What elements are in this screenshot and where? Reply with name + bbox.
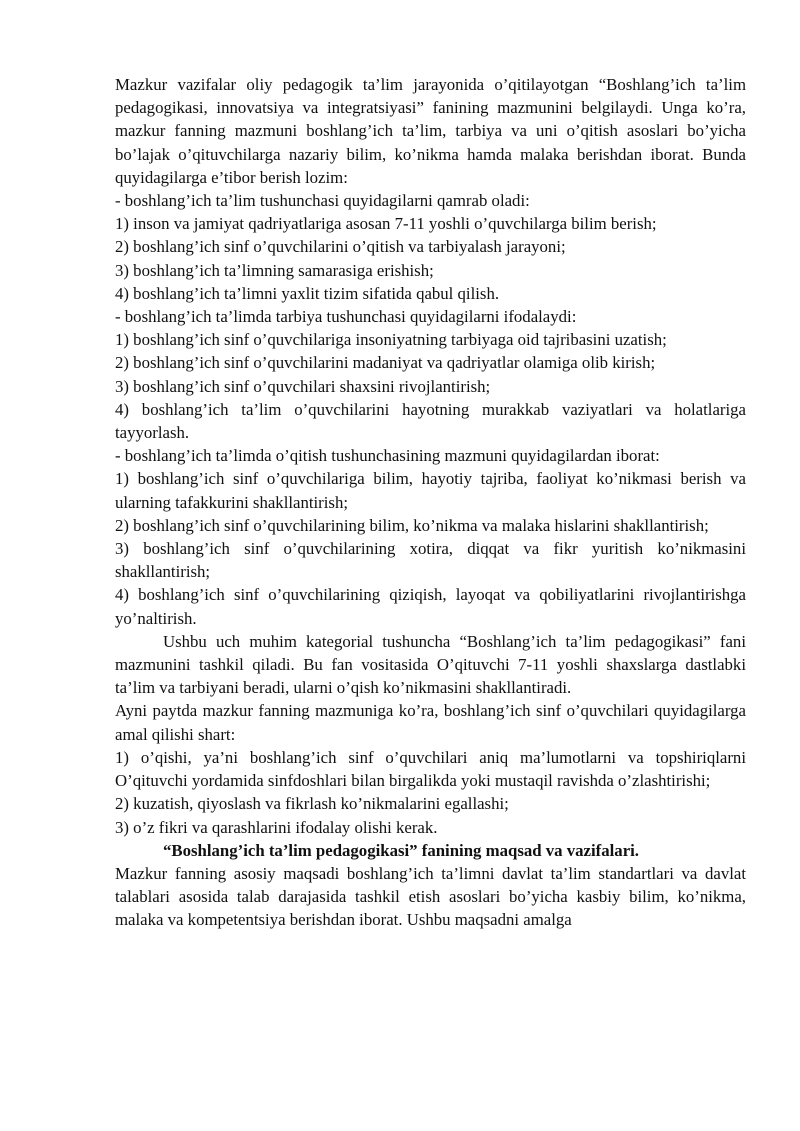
- requirement-item-1: 1) o’qishi, ya’ni boshlang’ich sinf o’quvchilari aniq ma’lumotlarni va topshiriqlarni O’qituvchi yordamida sinfdoshlari bilan birgalikda yoki mustaqil ravishda o’zlashtirishi;: [115, 747, 746, 791]
- requirement-item-3: 3) o’z fikri va qarashlarini ifodalay olishi kerak.: [115, 817, 438, 837]
- document-page: [115, 73, 746, 932]
- section-3-item-3: 3) boshlang’ich sinf o’quvchilarining xotira, diqqat va fikr yuritish ko’nikmasini shakllantirish;: [115, 539, 746, 582]
- section-2-item-4: 4) boshlang’ich ta’lim o’quvchilarini hayotning murakkab vaziyatlari va holatlariga tayyorlash.: [115, 399, 746, 443]
- section-1-item-3: 3) boshlang’ich ta’limning samarasiga erishish;: [115, 260, 434, 280]
- requirements-intro-paragraph: Ayni paytda mazkur fanning mazmuniga ko’ra, boshlang’ich sinf o’quvchilari quyidagilarga amal qilishi shart:: [115, 701, 746, 744]
- section-2-heading: - boshlang’ich ta’limda tarbiya tushunchasi quyidagilarni ifodalaydi:: [115, 307, 577, 327]
- section-heading-goals: “Boshlang’ich ta’lim pedagogikasi” fanining maqsad va vazifalari.: [163, 840, 639, 860]
- summary-paragraph: Ushbu uch muhim kategorial tushuncha “Boshlang’ich ta’lim pedagogikasi” fani mazmunini tashkil qiladi. Bu fan vositasida O’qituvchi 7-11 yoshli shaxslarga dastlabki ta’lim va tarbiyani beradi, ularni o’qish ko’nikmasini shakllantiradi.: [115, 631, 746, 698]
- section-3-item-1: 1) boshlang’ich sinf o’quvchilariga bilim, hayotiy tajriba, faoliyat ko’nikmasi berish va ularning tafakkurini shakllantirish;: [115, 469, 746, 512]
- requirement-item-2: 2) kuzatish, qiyoslash va fikrlash ko’nikmalarini egallashi;: [115, 794, 509, 814]
- section-3-item-4: 4) boshlang’ich sinf o’quvchilarining qiziqish, layoqat va qobiliyatlarini rivojlantirishga yo’naltirish.: [115, 585, 746, 628]
- section-2-item-1: 1) boshlang’ich sinf o’quvchilariga insoniyatning tarbiyaga oid tajribasini uzatish;: [115, 330, 667, 350]
- section-3-item-2: 2) boshlang’ich sinf o’quvchilarining bilim, ko’nikma va malaka hislarini shakllantirish;: [115, 515, 709, 535]
- section-1-heading: - boshlang’ich ta’lim tushunchasi quyidagilarni qamrab oladi:: [115, 191, 530, 211]
- section-1-item-1: 1) inson va jamiyat qadriyatlariga asosan 7-11 yoshli o’quvchilarga bilim berish;: [115, 214, 657, 234]
- section-3-heading: - boshlang’ich ta’limda o’qitish tushunchasining mazmuni quyidagilardan iborat:: [115, 446, 660, 466]
- section-2-item-2: 2) boshlang’ich sinf o’quvchilarini madaniyat va qadriyatlar olamiga olib kirish;: [115, 353, 656, 373]
- goals-paragraph: Mazkur fanning asosiy maqsadi boshlang’ich ta’limni davlat ta’lim standartlari va davlat talablari asosida talab darajasida tashkil etish asoslari bo’yicha kasbiy bilim, ko’nikma, malaka va kompetentsiya berishdan iborat. Ushbu maqsadni amalga: [115, 863, 746, 930]
- section-1-item-4: 4) boshlang’ich ta’limni yaxlit tizim sifatida qabul qilish.: [115, 283, 500, 303]
- section-1-item-2: 2) boshlang’ich sinf o’quvchilarini o’qitish va tarbiyalash jarayoni;: [115, 237, 566, 257]
- section-2-item-3: 3) boshlang’ich sinf o’quvchilari shaxsini rivojlantirish;: [115, 376, 491, 396]
- intro-paragraph: Mazkur vazifalar oliy pedagogik ta’lim jarayonida o’qitilayotgan “Boshlang’ich ta’lim pedagogikasi, innovatsiya va integratsiyasi” fanining mazmunini belgilaydi. Unga ko’ra, mazkur fanning mazmuni boshlang’ich ta’lim, tarbiya va uni o’qitish asoslari bo’yicha bo’lajak o’qituvchilarga nazariy bilim, ko’nikma hamda malaka berishdan iborat. Bunda quyidagilarga e’tibor berish lozim:: [115, 75, 746, 187]
